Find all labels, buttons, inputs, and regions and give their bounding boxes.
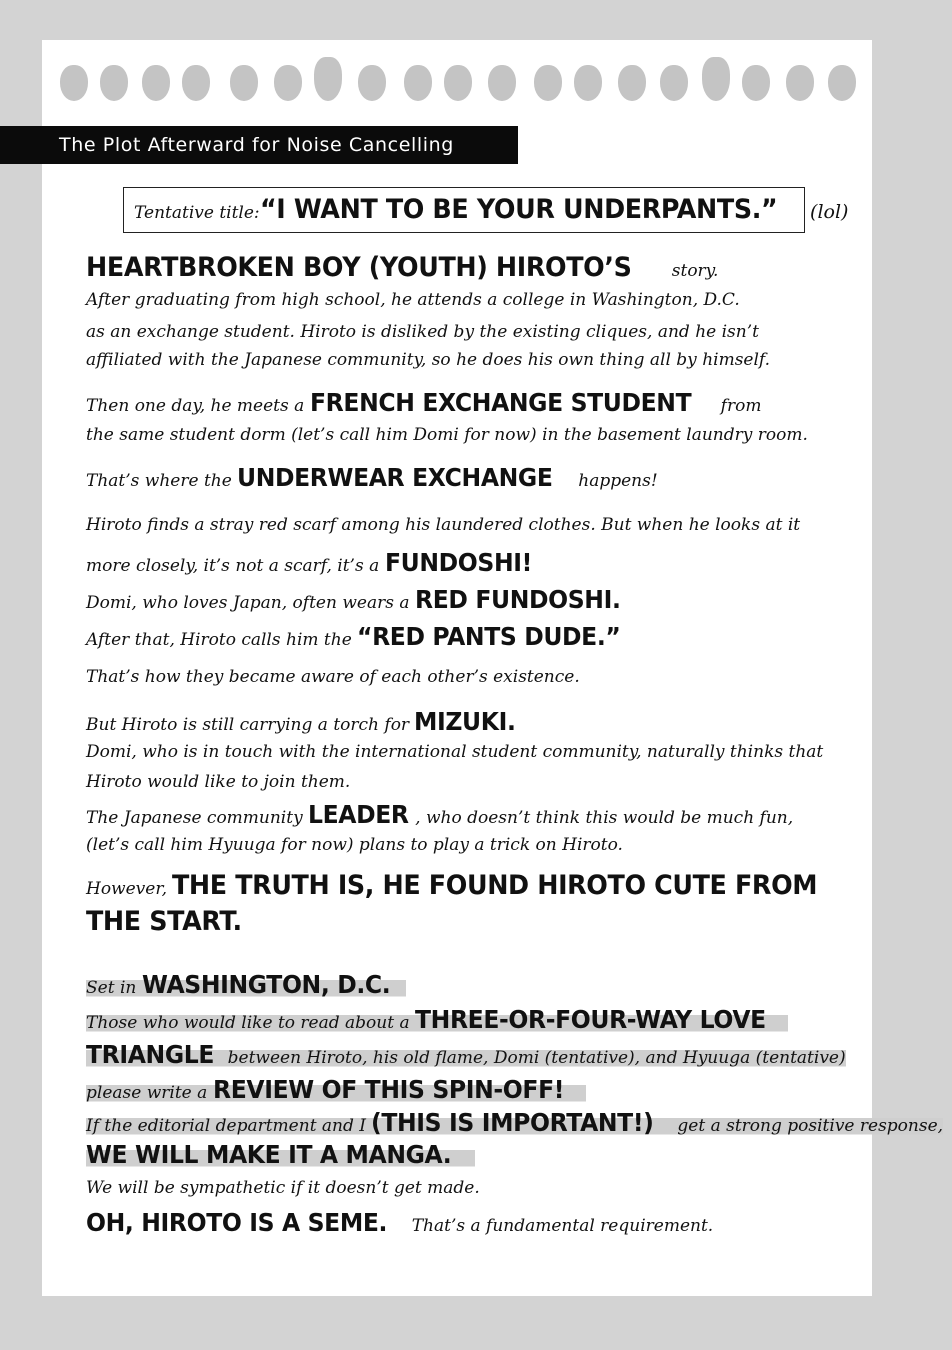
text-line bbox=[86, 252, 718, 283]
binder-hole bbox=[828, 65, 856, 101]
body-text: The Japanese community bbox=[86, 808, 309, 828]
text-line bbox=[86, 970, 406, 999]
text-line bbox=[86, 707, 522, 736]
binder-hole bbox=[230, 65, 258, 101]
binder-hole bbox=[100, 65, 128, 101]
emphasis-text: WASHINGTON, D.C. bbox=[141, 970, 391, 999]
body-text: However, bbox=[86, 879, 173, 899]
text-line bbox=[86, 870, 859, 901]
title-suffix: (lol) bbox=[810, 201, 849, 223]
binder-hole bbox=[786, 65, 814, 101]
body-text: get a strong positive response, bbox=[672, 1116, 944, 1136]
body-text: , who doesn’t think this would be much fun, bbox=[415, 808, 794, 828]
body-text: That’s a fundamental requirement. bbox=[406, 1216, 714, 1236]
body-text: Domi, who is in touch with the international student community, naturally thinks that bbox=[86, 742, 824, 762]
text-line bbox=[86, 585, 634, 614]
title-prefix: Tentative title: bbox=[134, 203, 260, 223]
text-line bbox=[86, 742, 823, 762]
emphasis-text: “RED PANTS DUDE.” bbox=[357, 622, 621, 651]
text-line bbox=[86, 388, 761, 417]
binder-hole bbox=[314, 57, 342, 101]
text-line bbox=[86, 667, 580, 687]
text-line bbox=[86, 622, 637, 651]
text-line bbox=[86, 1005, 788, 1034]
binder-hole bbox=[488, 65, 516, 101]
text-line bbox=[86, 906, 252, 937]
body-text: Domi, who loves Japan, often wears a bbox=[86, 593, 415, 613]
binder-hole bbox=[444, 65, 472, 101]
torn-binder-holes bbox=[52, 55, 862, 105]
emphasis-text: TRIANGLE bbox=[86, 1040, 215, 1069]
binder-hole bbox=[358, 65, 386, 101]
text-line bbox=[86, 835, 623, 855]
binder-hole bbox=[742, 65, 770, 101]
section-banner bbox=[0, 126, 518, 164]
text-line bbox=[86, 800, 793, 829]
text-line bbox=[86, 1140, 475, 1169]
emphasis-text: OH, HIROTO IS A SEME. bbox=[86, 1208, 388, 1237]
emphasis-text: REVIEW OF THIS SPIN-OFF! bbox=[212, 1075, 564, 1104]
emphasis-text: MIZUKI. bbox=[414, 707, 516, 736]
body-text: affiliated with the Japanese community, so he does his own thing all by himself. bbox=[86, 350, 771, 370]
title-main: “I WANT TO BE YOUR UNDERPANTS.” bbox=[259, 194, 778, 225]
emphasis-text: THE START. bbox=[86, 906, 242, 937]
emphasis-text: UNDERWEAR EXCHANGE bbox=[237, 463, 553, 492]
body-text: Set in bbox=[86, 978, 142, 998]
emphasis-text: HEARTBROKEN BOY (YOUTH) HIROTO’S bbox=[86, 252, 632, 283]
emphasis-text: THREE-OR-FOUR-WAY LOVE bbox=[415, 1005, 766, 1034]
body-text: (let’s call him Hyuuga for now) plans to play a trick on Hiroto. bbox=[86, 835, 623, 855]
banner-title: The Plot Afterward for Noise Cancelling bbox=[59, 134, 454, 156]
body-text: That’s where the bbox=[86, 471, 238, 491]
text-line bbox=[86, 1075, 586, 1104]
tentative-title-box bbox=[123, 187, 849, 233]
binder-hole bbox=[182, 65, 210, 101]
text-line bbox=[86, 1178, 480, 1198]
emphasis-text: RED FUNDOSHI. bbox=[414, 585, 621, 614]
text-line bbox=[86, 350, 770, 370]
binder-hole bbox=[404, 65, 432, 101]
emphasis-text: WE WILL MAKE IT A MANGA. bbox=[86, 1140, 452, 1169]
body-text: the same student dorm (let’s call him Domi for now) in the basement laundry room. bbox=[86, 425, 808, 445]
emphasis-text: THE TRUTH IS, HE FOUND HIROTO CUTE FROM bbox=[172, 870, 818, 901]
text-line bbox=[86, 463, 658, 492]
emphasis-text: FRENCH EXCHANGE STUDENT bbox=[309, 388, 691, 417]
body-text: story. bbox=[666, 261, 719, 281]
emphasis-text: FUNDOSHI! bbox=[384, 548, 532, 577]
body-text: After that, Hiroto calls him the bbox=[86, 630, 358, 650]
text-line bbox=[86, 322, 759, 342]
body-text: If the editorial department and I bbox=[86, 1116, 372, 1136]
binder-hole bbox=[60, 65, 88, 101]
body-text: That’s how they became aware of each other’s existence. bbox=[86, 667, 580, 687]
text-line bbox=[86, 1040, 846, 1069]
binder-hole bbox=[534, 65, 562, 101]
body-text: as an exchange student. Hiroto is disliked by the existing cliques, and he isn’t bbox=[86, 322, 759, 342]
binder-hole bbox=[142, 65, 170, 101]
binder-hole bbox=[660, 65, 688, 101]
body-text: between Hiroto, his old flame, Domi (tentative), and Hyuuga (tentative) bbox=[222, 1048, 846, 1068]
binder-hole bbox=[574, 65, 602, 101]
body-text: happens! bbox=[572, 471, 658, 491]
body-text: Hiroto finds a stray red scarf among his laundered clothes. But when he looks at it bbox=[86, 515, 801, 535]
binder-hole bbox=[702, 57, 730, 101]
emphasis-text: LEADER bbox=[308, 800, 409, 829]
body-text: Hiroto would like to join them. bbox=[86, 772, 351, 792]
text-line bbox=[86, 548, 541, 577]
body-text: But Hiroto is still carrying a torch for bbox=[86, 715, 415, 735]
binder-hole bbox=[618, 65, 646, 101]
body-text: more closely, it’s not a scarf, it’s a bbox=[86, 556, 385, 576]
text-line bbox=[86, 1108, 943, 1137]
text-line bbox=[86, 425, 808, 445]
body-text: please write a bbox=[86, 1083, 213, 1103]
body-text: Then one day, he meets a bbox=[86, 396, 310, 416]
emphasis-text: (THIS IS IMPORTANT!) bbox=[371, 1108, 654, 1137]
text-line bbox=[86, 772, 350, 792]
text-line bbox=[86, 1208, 713, 1237]
text-line bbox=[86, 290, 740, 310]
body-text: After graduating from high school, he attends a college in Washington, D.C. bbox=[86, 290, 740, 310]
text-line bbox=[86, 515, 800, 535]
binder-hole bbox=[274, 65, 302, 101]
body-text: We will be sympathetic if it doesn’t get made. bbox=[86, 1178, 480, 1198]
body-text: from bbox=[715, 396, 762, 416]
body-text: Those who would like to read about a bbox=[86, 1013, 416, 1033]
